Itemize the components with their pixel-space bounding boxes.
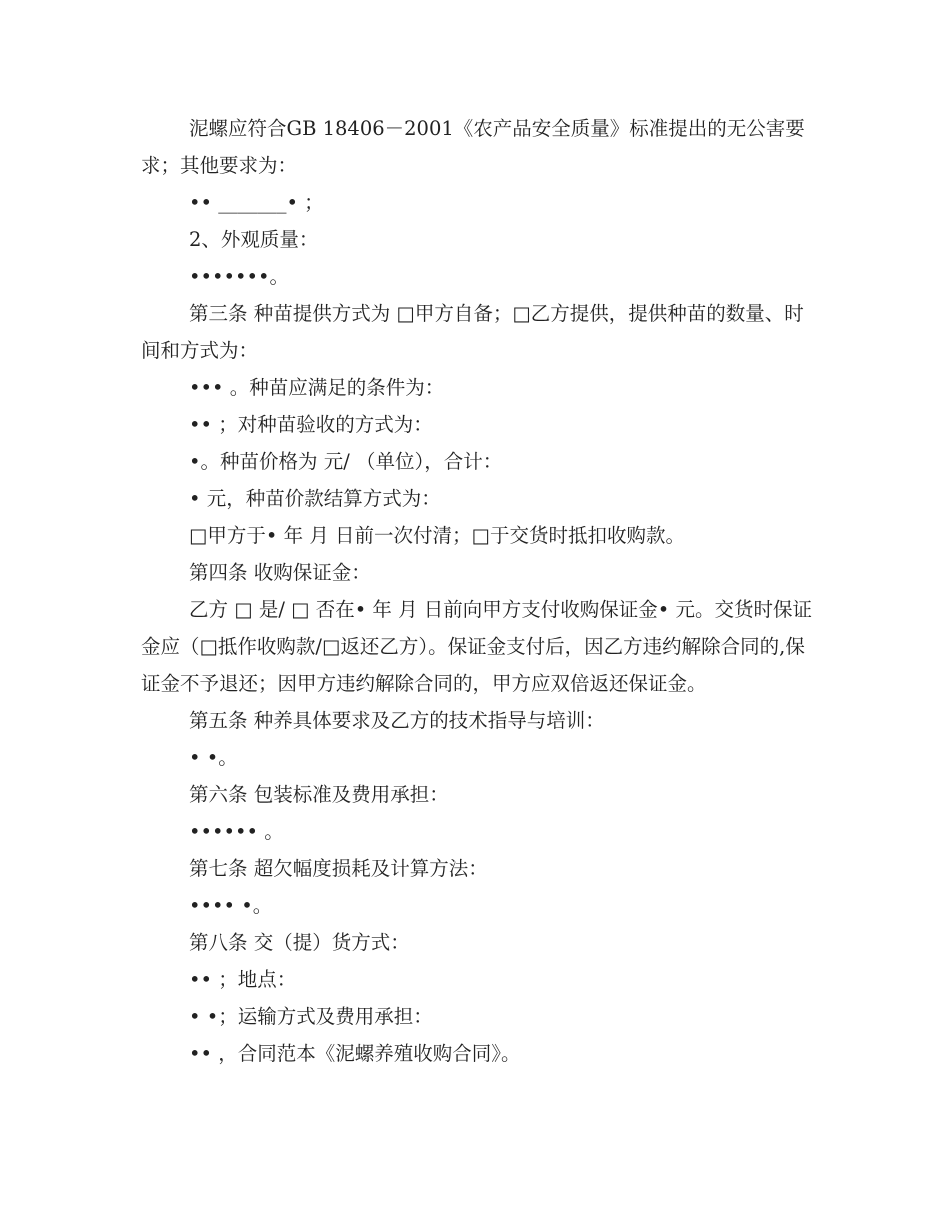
article-8-delivery-method: 第八条 交（提）货方式： bbox=[189, 931, 410, 954]
paragraph-quality-standard: 泥螺应符合GB 18406－2001《农产品安全质量》标准提出的无公害要求；其他要求为： bbox=[141, 117, 805, 177]
article-5-breeding-requirements: 第五条 种养具体要求及乙方的技术指导与培训： bbox=[189, 709, 605, 732]
paragraph-seedling-price: •。种苗价格为 元/ （单位），合计： bbox=[189, 450, 503, 473]
paragraph-seedling-settlement: • 元，种苗价款结算方式为： bbox=[189, 487, 441, 510]
paragraph-appearance-blank: •••••••。 bbox=[189, 265, 290, 288]
paragraph-packaging-blank: •••••• 。 bbox=[189, 820, 284, 843]
article-7-loss-calculation: 第七条 超欠幅度损耗及计算方法： bbox=[189, 857, 488, 880]
document-body bbox=[141, 110, 821, 1072]
article-6-packaging: 第六条 包装标准及费用承担： bbox=[189, 783, 449, 806]
paragraph-contract-template: •• ，合同范本《泥螺养殖收购合同》。 bbox=[189, 1042, 521, 1065]
paragraph-seedling-acceptance: •• ；对种苗验收的方式为： bbox=[189, 413, 433, 436]
paragraph-appearance-quality: 2、外观质量： bbox=[189, 228, 319, 251]
paragraph-other-requirements-blank: •• _______• ； bbox=[189, 191, 324, 214]
paragraph-transport-cost: • •；运输方式及费用承担： bbox=[189, 1005, 433, 1028]
paragraph-seedling-conditions: ••• 。种苗应满足的条件为： bbox=[189, 376, 445, 399]
article-4-deposit: 第四条 收购保证金： bbox=[189, 561, 371, 584]
paragraph-deposit-terms: 乙方 □ 是/ □ 否在• 年 月 日前向甲方支付收购保证金• 元。交货时保证金应（□抵作收购款/□返还乙方）。保证金支付后，因乙方违约解除合同的,保证金不予退还；因甲方违约解除合同的，甲方应双倍返还保证金。 bbox=[141, 598, 813, 695]
paragraph-payment-options: □甲方于• 年 月 日前一次付清；□于交货时抵扣收购款。 bbox=[189, 524, 685, 547]
paragraph-delivery-location: •• ；地点： bbox=[189, 968, 297, 991]
paragraph-breeding-blank: • •。 bbox=[189, 746, 238, 769]
article-3-seedling-supply: 第三条 种苗提供方式为 □甲方自备；□乙方提供，提供种苗的数量、时间和方式为： bbox=[141, 302, 804, 362]
paragraph-loss-blank: •••• •。 bbox=[189, 894, 273, 917]
